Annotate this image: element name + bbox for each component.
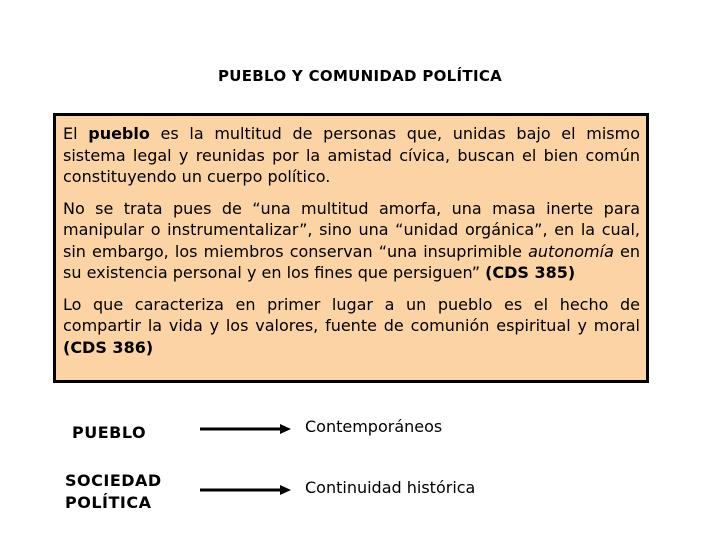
label-pueblo: PUEBLO	[72, 423, 147, 442]
bold-term: pueblo	[88, 124, 150, 143]
text: El	[63, 124, 89, 143]
value-continuidad: Continuidad histórica	[305, 478, 476, 497]
paragraph-quote	[63, 198, 640, 284]
citation: (CDS 386)	[63, 337, 154, 357]
paragraph-characteristic	[63, 294, 640, 359]
label-sociedad: SOCIEDAD	[65, 471, 162, 490]
italic-term: autonomía	[528, 241, 614, 261]
paragraph-definition	[63, 123, 640, 188]
arrow-right-icon	[200, 484, 292, 496]
label-politica: POLÍTICA	[65, 493, 152, 512]
definition-box	[53, 113, 649, 383]
text: es la multitud de personas que, unidas bajo el mismo sistema legal y reunidas por la amistad cívica, buscan el bien común constituyendo un cuerpo político.	[63, 124, 640, 186]
arrow-right-icon	[200, 423, 292, 435]
text: en su existencia personal y en los fines que persiguen”	[63, 241, 640, 282]
text: No se trata pues de “una multitud amorfa, una masa inerte para manipular o instrumentalizar”, sino una “unidad orgánica”, en la cual, sin embargo, los miembros conservan “una insuprimible	[63, 198, 640, 261]
page-title: PUEBLO Y COMUNIDAD POLÍTICA	[217, 67, 503, 85]
value-contemporaneos: Contemporáneos	[305, 417, 443, 436]
citation: (CDS 385)	[485, 263, 576, 282]
text: Lo que caracteriza en primer lugar a un pueblo es el hecho de compartir la vida y los valores, fuente de comunión espiritual y moral	[63, 294, 640, 335]
